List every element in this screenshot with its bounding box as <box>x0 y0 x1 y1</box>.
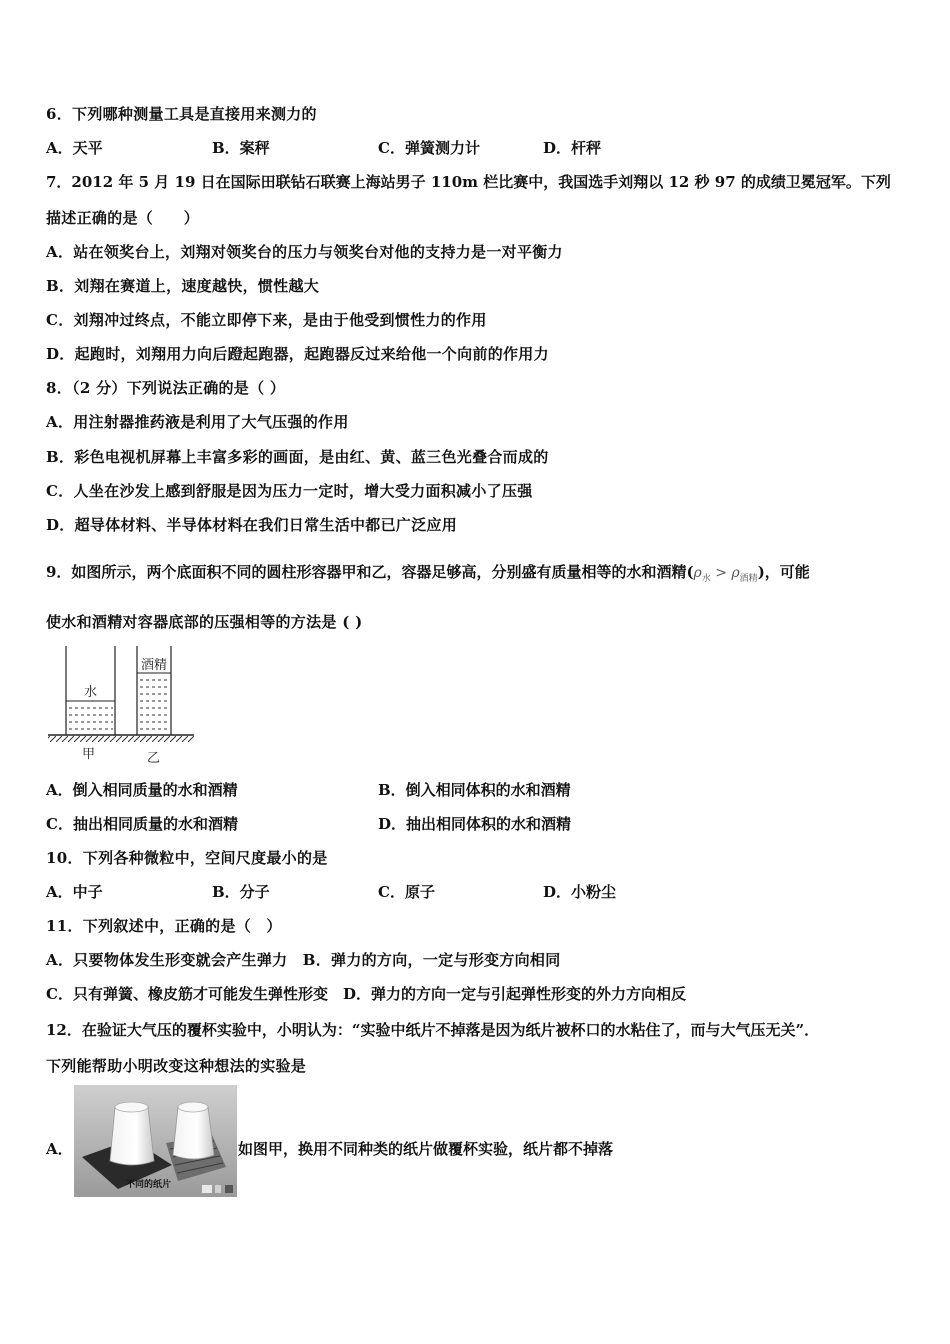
q8-option-c: C．人坐在沙发上感到舒服是因为压力一定时，增大受力面积减小了压强 <box>46 482 533 500</box>
q12-option-a-text: 如图甲，换用不同种类的纸片做覆杯实验，纸片都不掉落 <box>238 1140 614 1158</box>
q6-option-d: D．杆秤 <box>543 139 602 157</box>
label-yi: 乙 <box>147 751 161 766</box>
q10-stem: 10．下列各种微粒中，空间尺度最小的是 <box>46 849 328 867</box>
q10-option-b: B．分子 <box>212 883 270 901</box>
q12-stem-line1: 12．在验证大气压的覆杯实验中，小明认为：“实验中纸片不掉落是因为纸片被杯口的水粘住了，而与大气压无关”． <box>46 1021 820 1039</box>
label-water: 水 <box>84 685 98 700</box>
cup-experiment-photo <box>74 1085 237 1197</box>
q6-option-b: B．案秤 <box>212 139 270 157</box>
q7-option-d: D．起跑时，刘翔用力向后蹬起跑器，起跑器反过来给他一个向前的作用力 <box>46 345 549 363</box>
q12-stem-line2: 下列能帮助小明改变这种想法的实验是 <box>46 1057 307 1075</box>
q11-options-line1: A．只要物体发生形变就会产生弹力 B．弹力的方向，一定与形变方向相同 <box>46 951 561 969</box>
q8-option-a: A．用注射器推药液是利用了大气压强的作用 <box>46 413 349 431</box>
q6-stem: 6．下列哪种测量工具是直接用来测力的 <box>46 105 317 123</box>
label-jia: 甲 <box>82 747 96 762</box>
q9-option-c: C．抽出相同质量的水和酒精 <box>46 815 238 833</box>
q9-stem-line1 <box>46 561 810 584</box>
q11-stem: 11．下列叙述中，正确的是（ ） <box>46 917 282 935</box>
q7-option-c: C．刘翔冲过终点，不能立即停下来，是由于他受到惯性力的作用 <box>46 311 487 329</box>
q6-option-c: C．弹簧测力计 <box>378 139 480 157</box>
q7-option-b: B．刘翔在赛道上，速度越快，惯性越大 <box>46 277 320 295</box>
label-alcohol: 酒精 <box>141 658 168 673</box>
q9-stem-after: )，可能 <box>757 563 810 581</box>
q8-option-b: B．彩色电视机屏幕上丰富多彩的画面，是由红、黄、蓝三色光叠合而成的 <box>46 448 549 466</box>
q12-option-a-letter: A． <box>46 1140 73 1158</box>
q10-option-d: D．小粉尘 <box>543 883 617 901</box>
q9-option-b: B．倒入相同体积的水和酒精 <box>378 781 571 799</box>
q8-stem: 8．（2 分）下列说法正确的是（ ） <box>46 379 286 397</box>
q7-stem-line2: 描述正确的是（ ） <box>46 209 200 227</box>
q11-options-line2: C．只有弹簧、橡皮筋才可能发生弹性形变 D．弹力的方向一定与引起弹性形变的外力方向相反 <box>46 985 686 1003</box>
q6-option-a: A．天平 <box>46 139 103 157</box>
q9-option-a: A．倒入相同质量的水和酒精 <box>46 781 238 799</box>
cup-left <box>110 1102 154 1165</box>
q10-option-a: A．中子 <box>46 883 103 901</box>
photo-caption: 不同的纸片 <box>126 1180 172 1190</box>
q10-option-c: C．原子 <box>378 883 435 901</box>
q7-option-a: A．站在领奖台上，刘翔对领奖台的压力与领奖台对他的支持力是一对平衡力 <box>46 243 563 261</box>
q9-stem-before: 9．如图所示，两个底面积不同的圆柱形容器甲和乙，容器足够高，分别盛有质量相等的水和酒精( <box>46 563 694 581</box>
containers-figure <box>44 640 199 770</box>
q9-option-d: D．抽出相同体积的水和酒精 <box>378 815 572 833</box>
density-inequality: $\rho_水 > \rho_{酒精}$ <box>693 565 758 584</box>
cup-right <box>173 1102 214 1159</box>
q9-stem-line2: 使水和酒精对容器底部的压强相等的方法是 ( ) <box>46 613 363 631</box>
q8-option-d: D．超导体材料、半导体材料在我们日常生活中都已广泛应用 <box>46 516 458 534</box>
q7-stem-line1: 7．2012 年 5 月 19 日在国际田联钻石联赛上海站男子 110m 栏比赛中，我国选手刘翔以 12 秒 97 的成绩卫冕冠军。下列 <box>46 173 891 191</box>
